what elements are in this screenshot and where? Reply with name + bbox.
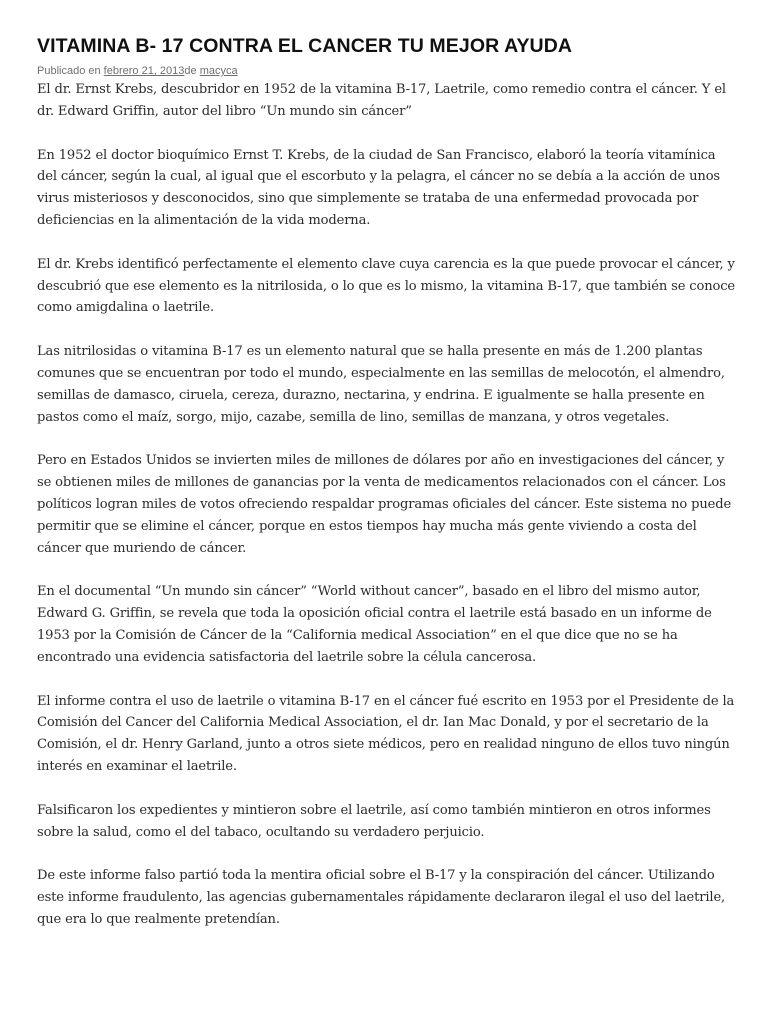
paragraph: Pero en Estados Unidos se invierten miles de millones de dólares por año en investigaciones del cáncer, y se obtienen miles de millones de ganancias por la venta de medicamentos relacionados con el cáncer. Los políticos logran miles de votos ofreciendo respaldar programas oficiales del cáncer. Este sistema no puede permitir que se elimine el cáncer, porque en estos tiempos hay mucha más gente viviendo a costa del cáncer que muriendo de cáncer. <box>37 453 732 556</box>
post-date-link[interactable]: febrero 21, 2013 <box>103 65 185 77</box>
paragraph: En el documental “Un mundo sin cáncer” “World without cancer”, basado en el libro del mismo autor, Edward G. Griffin, se revela que toda la oposición oficial contra el laetrile está basado en un informe de 1953 por la Comisión de Cáncer de la “California medical Association” en el que dice que no se ha encontrado una evidencia satisfactoria del laetrile sobre la célula cancerosa. <box>37 584 712 665</box>
paragraph: Las nitrilosidas o vitamina B-17 es un elemento natural que se halla presente en más de 1.200 plantas comunes que se encuentran por todo el mundo, especialmente en las semillas de melocotón, el almendro, semillas de damasco, ciruela, cereza, durazno, nectarina, y endrina. E igualmente se halla presente en pastos como el maíz, sorgo, mijo, cazabe, semilla de lino, semillas de manzana, y otros vegetales. <box>37 344 725 425</box>
author-link[interactable]: macyca <box>199 65 238 77</box>
paragraph: En 1952 el doctor bioquímico Ernst T. Krebs, de la ciudad de San Francisco, elaboró la teoría vitamínica del cáncer, según la cual, al igual que el escorbuto y la pelagra, el cáncer no se debía a la acción de unos virus misteriosos y desconocidos, sino que simplemente se trataba de una enfermedad provocada por deficiencias en la alimentación de la vida moderna. <box>37 147 720 228</box>
paragraph: El dr. Ernst Krebs, descubridor en 1952 de la vitamina B-17, Laetrile, como remedio contra el cáncer. Y el dr. Edward Griffin, autor del libro “Un mundo sin cáncer” <box>37 82 726 119</box>
article-body <box>37 79 737 931</box>
paragraph: Falsificaron los expedientes y mintieron sobre el laetrile, así como también mintieron en otros informes sobre la salud, como el del tabaco, ocultando su verdadero perjuicio. <box>37 802 711 840</box>
article <box>37 34 737 953</box>
paragraph: El informe contra el uso de laetrile o vitamina B-17 en el cáncer fué escrito en 1953 por el Presidente de la Comisión del Cancer del California Medical Association, el dr. Ian Mac Donald, y por el secretario de la Comisión, el dr. Henry Garland, junto a otros siete médicos, pero en realidad ninguno de ellos tuvo ningún interés en examinar el laetrile. <box>37 693 735 774</box>
post-meta <box>37 64 737 78</box>
article-title: VITAMINA B- 17 CONTRA EL CANCER TU MEJOR AYUDA <box>37 35 573 57</box>
paragraph: De este informe falso partió toda la mentira oficial sobre el B-17 y la conspiración del cáncer. Utilizando este informe fraudulento, las agencias gubernamentales rápidamente declararon ilegal el uso del laetrile, que era lo que realmente pretendían. <box>37 868 726 927</box>
paragraph: El dr. Krebs identificó perfectamente el elemento clave cuya carencia es la que puede provocar el cáncer, y descubrió que ese elemento es la nitrilosida, o lo que es lo mismo, la vitamina B-17, que también se conoce como amigdalina o laetrile. <box>37 256 736 316</box>
author-prefix: de <box>184 65 200 77</box>
published-prefix: Publicado en <box>37 65 104 77</box>
